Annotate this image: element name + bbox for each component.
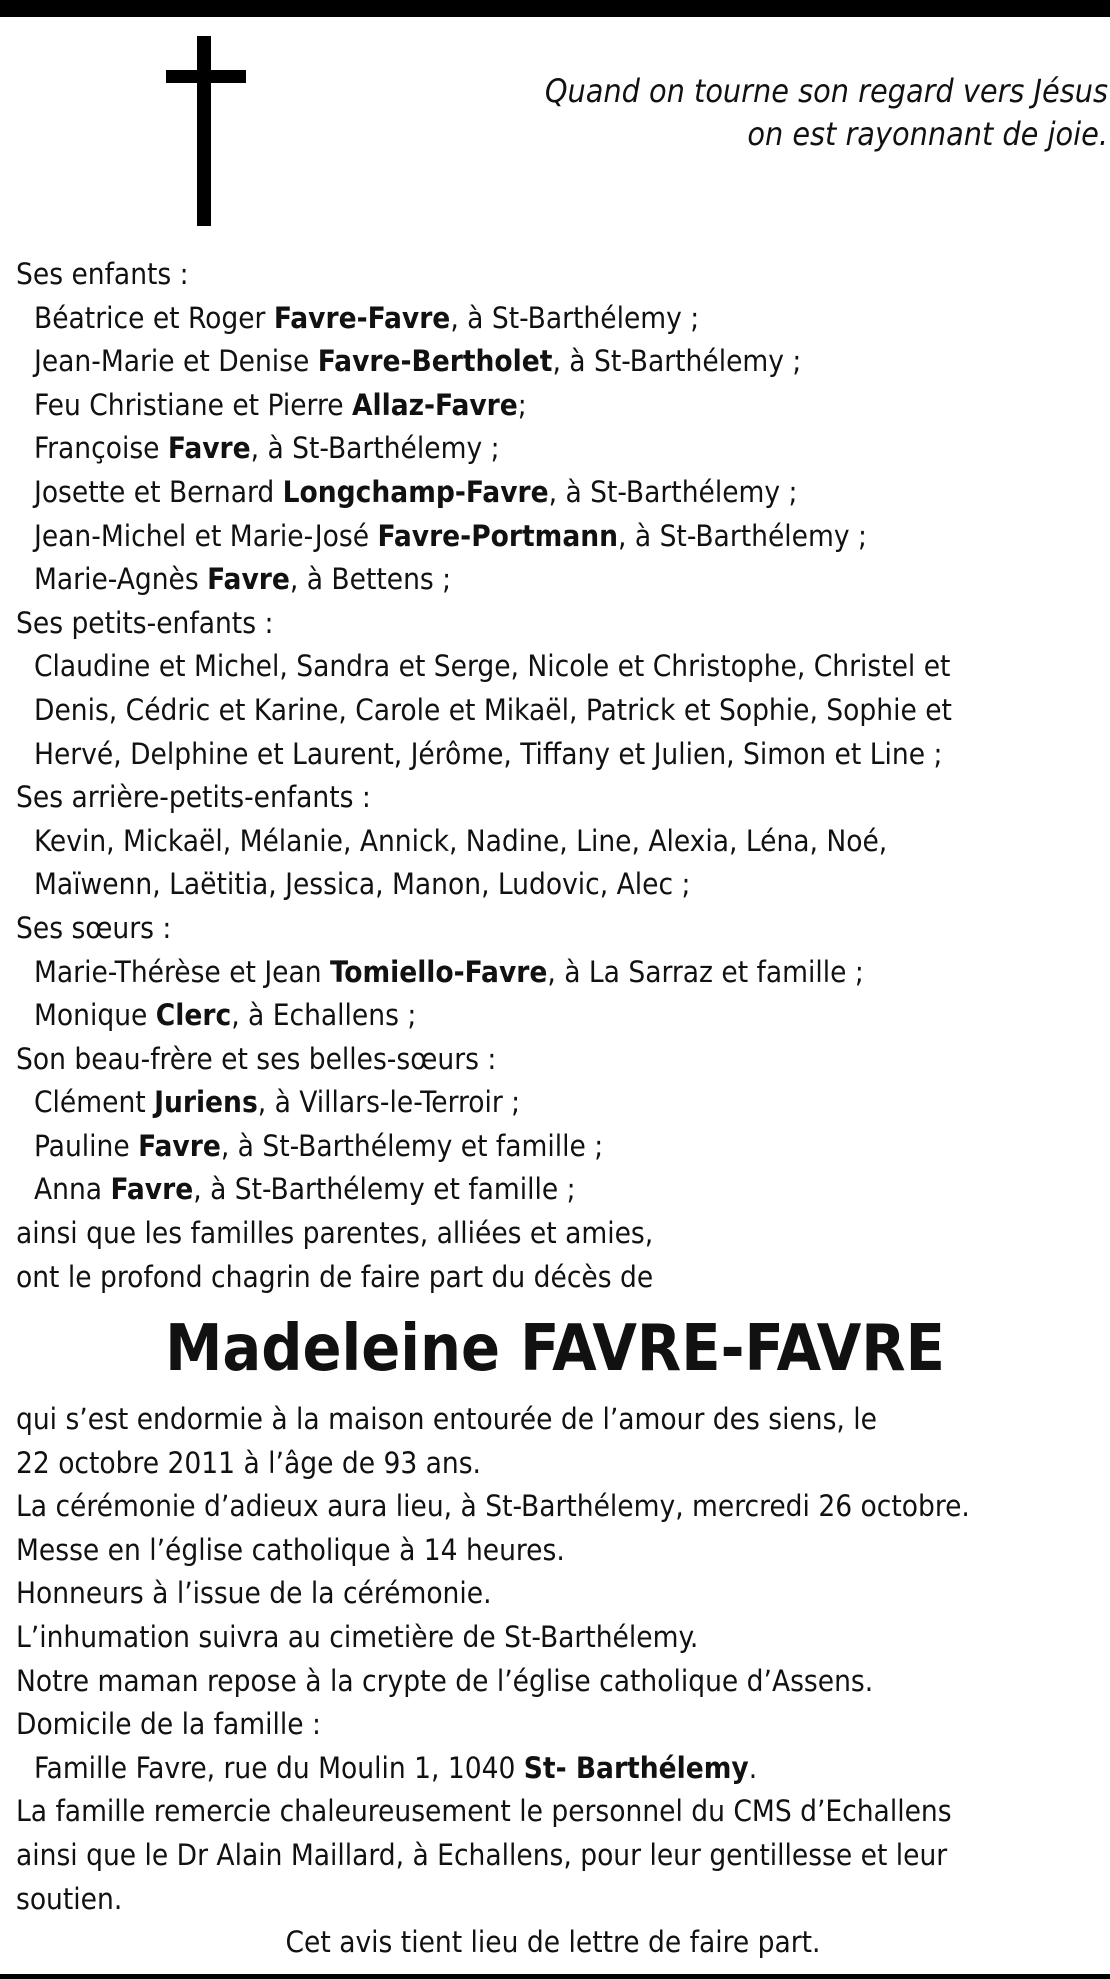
detail-line: soutien. [16,1881,123,1916]
detail-line: La cérémonie d’adieux aura lieu, à St-Barthélemy, mercredi 26 octobre. [16,1489,970,1524]
detail-line: ainsi que le Dr Alain Maillard, à Echallens, pour leur gentillesse et leur [16,1837,948,1872]
list-item: Maïwenn, Laëtitia, Jessica, Manon, Ludovic, Alec ; [34,867,691,902]
list-item: Françoise Favre, à St-Barthélemy ; [34,431,500,466]
ceremony-details [16,1398,1106,1965]
family-address: Famille Favre, rue du Moulin 1, 1040 St- Barthélemy. [34,1750,758,1785]
deceased-name: Madeleine FAVRE-FAVRE [165,1312,945,1386]
list-item: Marie-Agnès Favre, à Bettens ; [34,562,452,597]
family-list [16,253,1106,1299]
quote-line-1: Quand on tourne son regard vers Jésus [544,72,1108,110]
list-item: Hervé, Delphine et Laurent, Jérôme, Tiffany et Julien, Simon et Line ; [34,736,943,771]
heading-arriere-petits-enfants: Ses arrière-petits-enfants : [16,780,371,815]
heading-beaux: Son beau-frère et ses belles-sœurs : [16,1041,497,1076]
heading-soeurs: Ses sœurs : [16,910,172,945]
closing-line-1: ainsi que les familles parentes, alliées et amies, [16,1216,654,1251]
list-item: Kevin, Mickaël, Mélanie, Annick, Nadine, Line, Alexia, Léna, Noé, [34,823,888,858]
detail-line: Messe en l’église catholique à 14 heures. [16,1532,565,1567]
detail-line: qui s’est endormie à la maison entourée de l’amour des siens, le [16,1402,877,1436]
list-item: Pauline Favre, à St-Barthélemy et famille ; [34,1128,604,1163]
list-item: Marie-Thérèse et Jean Tomiello-Favre, à La Sarraz et famille ; [34,954,864,989]
closing-line-2: ont le profond chagrin de faire part du décès de [16,1259,654,1294]
footer-note: Cet avis tient lieu de lettre de faire part. [285,1925,821,1960]
detail-line: Notre maman repose à la crypte de l’église catholique d’Assens. [16,1663,874,1698]
list-item: Monique Clerc, à Echallens ; [34,998,417,1033]
detail-line: La famille remercie chaleureusement le personnel du CMS d’Echallens [16,1794,952,1829]
detail-line: Domicile de la famille : [16,1707,321,1742]
list-item: Denis, Cédric et Karine, Carole et Mikaël, Patrick et Sophie, Sophie et [34,692,952,727]
cross-icon [166,36,246,226]
list-item: Jean-Marie et Denise Favre-Bertholet, à St-Barthélemy ; [34,344,802,379]
bottom-rule [0,1974,1110,1979]
list-item: Clément Juriens, à Villars-le-Terroir ; [34,1085,521,1120]
detail-line: L’inhumation suivra au cimetière de St-Barthélemy. [16,1619,699,1654]
detail-line: Honneurs à l’issue de la cérémonie. [16,1576,492,1611]
list-item: Anna Favre, à St-Barthélemy et famille ; [34,1172,576,1207]
detail-line: 22 octobre 2011 à l’âge de 93 ans. [16,1445,481,1480]
epigraph-quote [349,70,1109,156]
list-item: Béatrice et Roger Favre-Favre, à St-Barthélemy ; [34,300,700,335]
list-item: Claudine et Michel, Sandra et Serge, Nicole et Christophe, Christel et [34,649,951,684]
list-item: Feu Christiane et Pierre Allaz-Favre; [34,387,527,422]
list-item: Jean-Michel et Marie-José Favre-Portmann, à St-Barthélemy ; [34,518,867,553]
heading-petits-enfants: Ses petits-enfants : [16,605,274,640]
top-rule [0,0,1110,17]
list-item: Josette et Bernard Longchamp-Favre, à St-Barthélemy ; [34,474,798,509]
quote-line-2: on est rayonnant de joie. [747,115,1108,153]
heading-enfants: Ses enfants : [16,257,189,291]
